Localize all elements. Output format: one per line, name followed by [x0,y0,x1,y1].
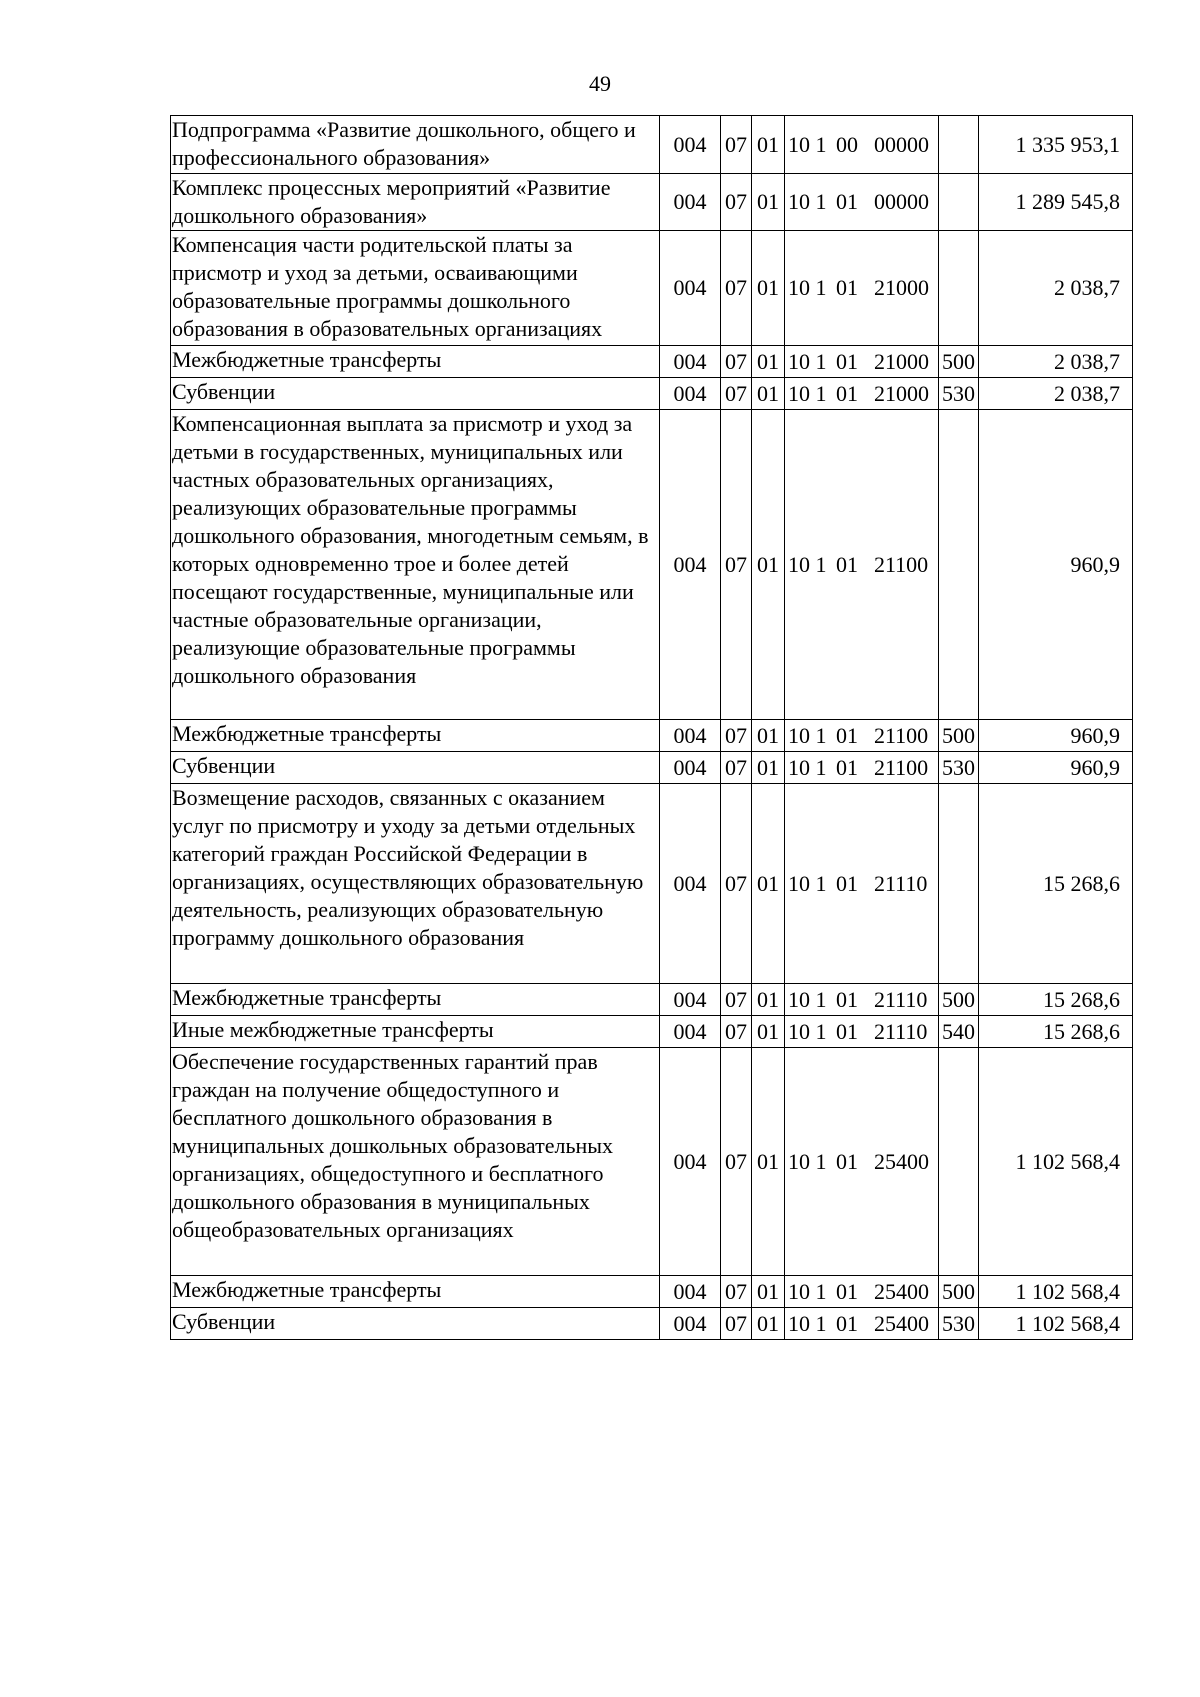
expense-type-cell: 530 [939,1308,979,1340]
target-article-part: 01 [836,1148,858,1174]
admin-code-cell: 004 [660,984,721,1016]
section-code-cell: 07 [721,116,752,174]
target-article-part: 21110 [874,1018,928,1044]
target-article-part: 21100 [874,722,929,748]
target-article-cell [785,1308,939,1340]
expense-type-cell: 530 [939,378,979,410]
expense-type-cell: 500 [939,720,979,752]
target-article-part: 25400 [874,1148,929,1174]
table-row [171,378,1133,410]
expense-name-cell: Обеспечение государственных гарантий прав граждан на получение общедоступного и бесплатного дошкольного образования в муниципальных дошкольных образовательных организациях, общедоступного и бесплатного дошкольного образования в муниципальных общеобразовательных организациях [171,1048,660,1276]
target-article-cell [785,752,939,784]
target-article-part: 01 [836,1278,858,1304]
target-article-part: 21100 [874,551,929,577]
target-article-part: 01 [836,551,858,577]
table-row [171,784,1133,984]
target-article-part: 10 1 [788,986,827,1012]
target-article-part: 01 [836,1018,858,1044]
subsection-code-cell: 01 [752,1276,785,1308]
target-article-part: 01 [836,722,858,748]
subsection-code-cell: 01 [752,1308,785,1340]
expense-type-cell [939,174,979,231]
table-row [171,984,1133,1016]
admin-code-cell: 004 [660,116,721,174]
section-code-cell: 07 [721,984,752,1016]
budget-table [170,115,1133,1340]
target-article-part: 01 [836,275,858,300]
expense-type-cell [939,410,979,720]
table-row [171,1016,1133,1048]
target-article-cell [785,174,939,231]
amount-cell: 2 038,7 [979,346,1133,378]
amount-cell: 15 268,6 [979,784,1133,984]
section-code-cell: 07 [721,1276,752,1308]
subsection-code-cell: 01 [752,1016,785,1048]
subsection-code-cell: 01 [752,231,785,346]
admin-code-cell: 004 [660,378,721,410]
target-article-part: 21100 [874,754,929,780]
admin-code-cell: 004 [660,1016,721,1048]
target-article-cell [785,410,939,720]
amount-cell: 15 268,6 [979,984,1133,1016]
amount-cell: 15 268,6 [979,1016,1133,1048]
target-article-part: 01 [836,380,858,406]
target-article-cell [785,1276,939,1308]
admin-code-cell: 004 [660,231,721,346]
expense-name-cell: Субвенции [171,1308,660,1340]
target-article-part: 21000 [874,380,929,406]
section-code-cell: 07 [721,231,752,346]
target-article-cell [785,1016,939,1048]
target-article-cell [785,346,939,378]
target-article-part: 10 1 [788,275,827,300]
target-article-cell [785,378,939,410]
amount-cell: 1 102 568,4 [979,1048,1133,1276]
subsection-code-cell: 01 [752,720,785,752]
subsection-code-cell: 01 [752,174,785,231]
section-code-cell: 07 [721,720,752,752]
admin-code-cell: 004 [660,1048,721,1276]
target-article-part: 10 1 [788,722,827,748]
page-number: 49 [589,71,611,96]
table-row [171,720,1133,752]
table-row [171,116,1133,174]
target-article-part: 10 1 [788,1018,827,1044]
target-article-part: 01 [836,870,858,896]
admin-code-cell: 004 [660,784,721,984]
subsection-code-cell: 01 [752,378,785,410]
expense-type-cell [939,116,979,174]
amount-cell: 960,9 [979,410,1133,720]
target-article-part: 01 [836,754,858,780]
target-article-part: 21110 [874,986,928,1012]
expense-type-cell: 500 [939,984,979,1016]
amount-cell: 1 102 568,4 [979,1308,1133,1340]
admin-code-cell: 004 [660,1276,721,1308]
admin-code-cell: 004 [660,1308,721,1340]
target-article-part: 25400 [874,1278,929,1304]
table-row [171,1308,1133,1340]
section-code-cell: 07 [721,410,752,720]
target-article-part: 10 1 [788,870,827,896]
expense-name-cell: Возмещение расходов, связанных с оказанием услуг по присмотру и уходу за детьми отдельных категорий граждан Российской Федерации в организациях, осуществляющих образовательную деятельность, реализующих образовательную программу дошкольного образования [171,784,660,984]
expense-name-cell: Подпрограмма «Развитие дошкольного, общего и профессионального образования» [171,116,660,174]
admin-code-cell: 004 [660,752,721,784]
expense-name-cell: Комплекс процессных мероприятий «Развитие дошкольного образования» [171,174,660,231]
expense-name-cell: Межбюджетные трансферты [171,346,660,378]
target-article-part: 21000 [874,275,929,300]
subsection-code-cell: 01 [752,784,785,984]
target-article-part: 10 1 [788,551,827,577]
target-article-part: 10 1 [788,189,827,214]
expense-name-cell: Иные межбюджетные трансферты [171,1016,660,1048]
expense-name-cell: Субвенции [171,752,660,784]
section-code-cell: 07 [721,752,752,784]
target-article-cell [785,784,939,984]
target-article-part: 10 1 [788,131,827,157]
expense-type-cell: 500 [939,1276,979,1308]
subsection-code-cell: 01 [752,752,785,784]
target-article-part: 10 1 [788,1278,827,1304]
table-row [171,752,1133,784]
expense-name-cell: Межбюджетные трансферты [171,1276,660,1308]
target-article-part: 10 1 [788,1310,827,1336]
amount-cell: 2 038,7 [979,231,1133,346]
target-article-part: 01 [836,1310,858,1336]
target-article-part: 00 [836,131,858,157]
target-article-part: 10 1 [788,380,827,406]
amount-cell: 960,9 [979,720,1133,752]
amount-cell: 960,9 [979,752,1133,784]
table-body [171,116,1133,1340]
table-row [171,346,1133,378]
expense-type-cell: 530 [939,752,979,784]
subsection-code-cell: 01 [752,346,785,378]
table-row [171,410,1133,720]
target-article-part: 21000 [874,348,929,374]
target-article-part: 10 1 [788,754,827,780]
expense-type-cell: 540 [939,1016,979,1048]
expense-name-cell: Компенсационная выплата за присмотр и уход за детьми в государственных, муниципальных или частных образовательных организациях, реализующих образовательные программы дошкольного образования, многодетным семьям, в которых одновременно трое и более детей посещают государственные, муниципальные или частные образовательные организации, реализующие образовательные программы дошкольного образования [171,410,660,720]
target-article-part: 00000 [874,189,929,214]
target-article-cell [785,116,939,174]
expense-type-cell [939,231,979,346]
amount-cell: 1 102 568,4 [979,1276,1133,1308]
target-article-part: 21110 [874,870,928,896]
target-article-part: 01 [836,986,858,1012]
subsection-code-cell: 01 [752,410,785,720]
table-row [171,231,1133,346]
table-row [171,1276,1133,1308]
admin-code-cell: 004 [660,346,721,378]
amount-cell: 1 335 953,1 [979,116,1133,174]
subsection-code-cell: 01 [752,984,785,1016]
expense-type-cell [939,784,979,984]
admin-code-cell: 004 [660,174,721,231]
expense-type-cell: 500 [939,346,979,378]
section-code-cell: 07 [721,1016,752,1048]
expense-type-cell [939,1048,979,1276]
table-row [171,1048,1133,1276]
expense-name-cell: Межбюджетные трансферты [171,720,660,752]
section-code-cell: 07 [721,346,752,378]
subsection-code-cell: 01 [752,1048,785,1276]
section-code-cell: 07 [721,784,752,984]
target-article-part: 10 1 [788,1148,827,1174]
target-article-part: 01 [836,348,858,374]
section-code-cell: 07 [721,1308,752,1340]
section-code-cell: 07 [721,378,752,410]
target-article-part: 25400 [874,1310,929,1336]
admin-code-cell: 004 [660,410,721,720]
expense-name-cell: Компенсация части родительской платы за присмотр и уход за детьми, осваивающими образовательные программы дошкольного образования в образовательных организациях [171,231,660,346]
subsection-code-cell: 01 [752,116,785,174]
admin-code-cell: 004 [660,720,721,752]
expense-name-cell: Межбюджетные трансферты [171,984,660,1016]
expense-name-cell: Субвенции [171,378,660,410]
target-article-part: 10 1 [788,348,827,374]
target-article-cell [785,720,939,752]
amount-cell: 2 038,7 [979,378,1133,410]
section-code-cell: 07 [721,1048,752,1276]
table-row [171,174,1133,231]
target-article-part: 01 [836,189,858,214]
target-article-cell [785,231,939,346]
target-article-part: 00000 [874,131,929,157]
target-article-cell [785,984,939,1016]
target-article-cell [785,1048,939,1276]
amount-cell: 1 289 545,8 [979,174,1133,231]
section-code-cell: 07 [721,174,752,231]
